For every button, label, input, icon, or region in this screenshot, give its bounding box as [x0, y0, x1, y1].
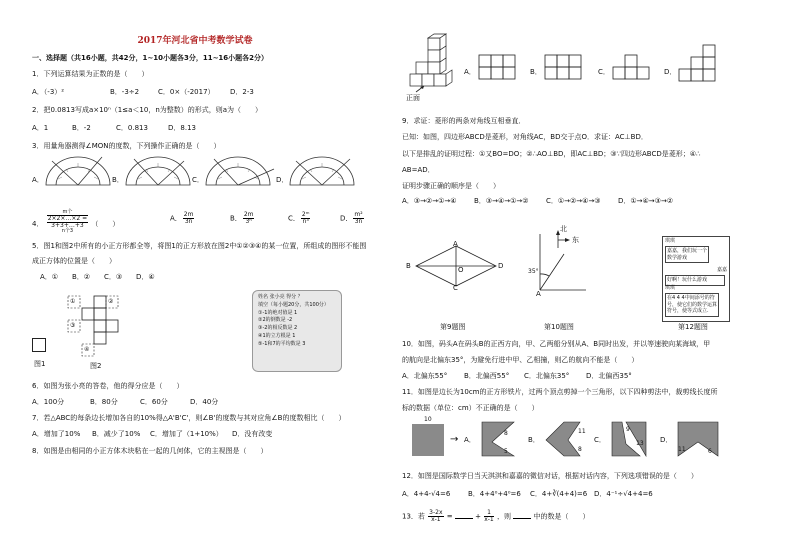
q12-opt-a[interactable]: A．4+4-√4=6: [402, 490, 451, 498]
q3-opt-d[interactable]: D．: [276, 176, 289, 184]
q8-opt-b-figure: [544, 54, 584, 80]
q8-opt-c-figure: [612, 54, 652, 80]
q4-opt-a[interactable]: [170, 212, 195, 225]
q11-opt-b[interactable]: B．: [528, 436, 540, 444]
q5-pos-1: ①: [70, 298, 76, 305]
left-column: [0, 0, 390, 558]
q11-opt-a-figure: [478, 420, 518, 460]
q8-opt-c[interactable]: C．: [598, 68, 610, 76]
q1-stem: 1．下列运算结果为正数的是（ ）: [32, 70, 149, 78]
q3-opt-c[interactable]: C．: [192, 176, 204, 184]
q5-pos-3: ③: [70, 322, 76, 329]
q5-stem-line1: 5．图1和图2中所有的小正方形都全等，将图1的正方形放在图2中①②③④的某一位置，所组成的图形不能围: [32, 242, 367, 250]
q4-opt-b-label: B．: [230, 214, 242, 223]
q13-blank-2[interactable]: [513, 518, 531, 519]
q4-opt-d-num: m²: [354, 211, 363, 218]
q11-opt-d[interactable]: D．: [660, 436, 673, 444]
q4-opt-c-den: n³: [302, 218, 309, 225]
q8-opt-a[interactable]: A．: [464, 68, 476, 76]
q9-opt-a[interactable]: A．③→②→①→④: [402, 197, 457, 205]
q1-opt-c[interactable]: C．0×（-2017）: [158, 88, 215, 96]
right-column: [398, 0, 794, 558]
q2-opt-d[interactable]: D．8.13: [168, 124, 196, 132]
q1-opt-b[interactable]: B．-3÷2: [110, 88, 140, 96]
q2-opt-a[interactable]: A．1: [32, 124, 49, 132]
q13-f2-den: x-1: [484, 516, 494, 523]
q6-card-line-2: ②2的倒数是 -2: [258, 317, 293, 324]
q8-opt-d-figure: [678, 44, 718, 82]
q4-opt-b-num: 2m: [243, 211, 254, 218]
q8-cube-stack: [406, 34, 458, 102]
q1-opt-d[interactable]: D．2-3: [230, 88, 254, 96]
q6-card-line-5: ⑤-1和7的平均数是 3: [258, 340, 306, 347]
q3-stem: 3．用量角器测得∠MON的度数，下列操作正确的是（ ）: [32, 142, 221, 150]
fig9-label-d: D: [498, 262, 504, 270]
fig12-caption: 第12题图: [678, 323, 708, 331]
q4-bottom-n: n个3: [61, 228, 74, 234]
q4-top-n: m个: [47, 210, 88, 216]
q11-a-num2: 5: [504, 448, 508, 455]
q12-opt-c[interactable]: C．4+∛(4+4)=6: [530, 490, 588, 498]
q11-b-num1: 11: [578, 428, 586, 435]
q5-opt-d[interactable]: D．④: [136, 273, 155, 281]
q11-opt-c-figure: [610, 420, 650, 460]
q2-stem: 2．把0.0813写成a×10ⁿ（1≤a＜10，n为整数）的形式，则a为（ ）: [32, 106, 263, 114]
q12-opt-d[interactable]: D．4⁻¹÷√4+4=6: [594, 490, 653, 498]
q6-opt-a[interactable]: A．100分: [32, 398, 65, 406]
q9-order: 证明步骤正确的顺序是（ ）: [402, 182, 500, 190]
fig9-label-b: B: [406, 262, 411, 270]
q5-fig1-caption: 图1: [34, 360, 46, 368]
q9-opt-d[interactable]: D．①→④→③→②: [618, 197, 674, 205]
fig10-east: 东: [572, 236, 579, 244]
q11-opt-c[interactable]: C．: [594, 436, 606, 444]
q13-plus: +: [475, 512, 481, 521]
q6-card-name: 姓名 张小亮 得分 ？: [258, 294, 303, 300]
q4-opt-c-label: C．: [288, 214, 300, 223]
q7-opt-b[interactable]: B．减少了10%: [92, 430, 141, 438]
q3-opt-a[interactable]: A．: [32, 176, 44, 184]
q8-stem: 8．如图是由相同的小正方体木块粘在一起的几何体，它的主视图是（ ）: [32, 447, 268, 455]
q5-stem-line2: 成正方体的位置是（ ）: [32, 257, 116, 265]
q4-opt-b[interactable]: [230, 212, 255, 225]
q13-tail: 中的数是（ ）: [533, 512, 590, 521]
fig9-caption: 第9题图: [440, 323, 466, 331]
q4-opt-d-label: D．: [340, 214, 353, 223]
q11-square-side: 10: [424, 416, 432, 423]
q11-a-num1: 8: [504, 430, 508, 437]
q4-bracket: （ ）: [91, 220, 120, 228]
q11-arrow-icon: →: [450, 434, 459, 445]
fig12-chat: [662, 236, 730, 322]
q12-stem: 12．如图是国际数学日当天淇淇和嘉嘉的微信对话，根据对话内容，下列选项错误的是（ ）: [402, 472, 698, 480]
q10-opt-d[interactable]: D．北偏西35°: [586, 372, 632, 380]
q5-pos-4: ④: [84, 346, 90, 353]
q8-opt-b[interactable]: B．: [530, 68, 542, 76]
q7-opt-a[interactable]: A．增加了10%: [32, 430, 81, 438]
q6-card-line-3: ③-2的相反数是 2: [258, 325, 298, 331]
q6-card-note: 填空（每小题20分，共100分）: [258, 301, 329, 308]
q5-opt-b[interactable]: B．②: [72, 273, 91, 281]
fig12-speaker-3: 琪琪: [665, 285, 676, 291]
fig9-label-a: A: [453, 240, 458, 248]
q11-stem-2: 标的数据（单位：cm）不正确的是（ ）: [402, 404, 539, 412]
fig9-label-c: C: [453, 284, 458, 292]
q10-stem-2: 的航向是北偏东35°，为避免行进中甲、乙相撞，则乙的航向不能是（ ）: [402, 356, 639, 364]
q6-card-line-4: ④1的立方根是 1: [258, 332, 296, 339]
q5-pos-2: ②: [108, 298, 114, 305]
q4-opt-b-den: 3ⁿ: [245, 218, 252, 225]
q11-opt-b-figure: [544, 420, 584, 460]
fig12-speaker-1: 琪琪: [665, 238, 676, 244]
q10-opt-b[interactable]: B．北偏西55°: [464, 372, 510, 380]
q2-opt-b[interactable]: B．-2: [72, 124, 91, 132]
q6-opt-c[interactable]: C．60分: [140, 398, 168, 406]
q13-stem: [402, 510, 589, 523]
q9-steps: 以下是排乱的证明过程：①又BO=DO；②∴AO⊥BD，即AC⊥BD；③∵四边形ABCD是菱形；④∴: [402, 150, 701, 158]
q4-bottom: 3+3+…+3: [51, 222, 84, 229]
protractor-figures: [44, 155, 374, 191]
q11-d-num1: 11: [678, 446, 686, 453]
q6-opt-d[interactable]: D．40分: [190, 398, 219, 406]
q4-number: 4．: [32, 220, 44, 228]
q10-opt-c[interactable]: C．北偏东35°: [524, 372, 570, 380]
q11-b-num2: 8: [578, 446, 582, 453]
q5-opt-c[interactable]: C．③: [104, 273, 123, 281]
q10-stem: 10．如图，码头A在码头B的正西方向，甲、乙两船分别从A、B同时出发，并以等速驶向某海域，甲: [402, 340, 711, 348]
section-heading: 一、选择题（共16小题，共42分，1~10小题各3分，11~16小题各2分）: [32, 54, 269, 62]
q4-opt-a-num: 2m: [183, 211, 194, 218]
q8-opt-a-figure: [478, 54, 518, 80]
q6-stem: 6．如图为张小亮的答卷，他的得分应是（ ）: [32, 382, 184, 390]
q11-stem: 11．如图是边长为10cm的正方形铁片，过两个顶点剪掉一个三角形，以下四种剪法中，裁剪线长度所: [402, 388, 718, 396]
fig12-bubble-3: 在4 4 4中间添号的符号，使它们的数学运算符号，使等式成立.: [665, 293, 719, 317]
q8-front-label: 正面: [406, 94, 420, 102]
fig10-angle: 35°: [528, 268, 539, 275]
q4-opt-a-label: A．: [170, 214, 182, 223]
q11-square: [412, 424, 444, 456]
q13-blank[interactable]: [455, 518, 473, 519]
fig10-north: 北: [560, 225, 567, 233]
page-title: 2017年河北省中考数学试卷: [137, 36, 253, 46]
q11-c-num2: 13: [636, 440, 644, 447]
q6-opt-b[interactable]: B．80分: [90, 398, 118, 406]
fig12-bubble-2: 好啊！玩什么游戏: [665, 275, 725, 286]
q13-then: ，则: [496, 512, 511, 521]
q1-opt-a[interactable]: A．（-3）²: [32, 88, 65, 96]
q13-f1-den: x-1: [431, 516, 441, 523]
q4-opt-a-den: 3n: [184, 218, 193, 225]
fig12-speaker-2: 嘉嘉: [716, 267, 727, 273]
q4-top: 2×2×…×2 =: [47, 215, 88, 222]
q13-f2-num: 1: [484, 510, 494, 517]
fig10-point-a: A: [536, 290, 541, 298]
q10-opt-a[interactable]: A．北偏东55°: [402, 372, 448, 380]
q3-opt-b[interactable]: B．: [112, 176, 124, 184]
q5-fig2-net: [66, 294, 136, 360]
q6-answer-card: [252, 290, 342, 372]
q13-eq: =: [446, 512, 453, 521]
q5-opt-a[interactable]: A．①: [40, 273, 59, 281]
q4-opt-c[interactable]: [288, 212, 311, 225]
q4-opt-d-den: 3n: [354, 218, 363, 225]
q6-card-line-1: ①-1的绝对值是 1: [258, 309, 298, 316]
q4-main-fraction: [47, 210, 88, 234]
q8-opt-d[interactable]: D．: [664, 68, 677, 76]
q12-opt-b[interactable]: B．4+4⁰+4⁰=6: [468, 490, 521, 498]
q7-stem: 7．若△ABC的每条边长增加各自的10%得△A'B'C'，则∠B'的度数与其对应角∠B的度数相比（ ）: [32, 414, 346, 422]
q9-stem: 9．求证：菱形的两条对角线互相垂直．: [402, 117, 526, 125]
q13-lead: 13．若: [402, 512, 425, 521]
q11-opt-a[interactable]: A．: [464, 436, 476, 444]
q11-c-num1: 9: [626, 426, 630, 433]
fig9-label-o: O: [458, 266, 464, 274]
q7-opt-d[interactable]: D．没有改变: [232, 430, 273, 438]
q11-d-num2: 6: [708, 448, 712, 455]
q4-opt-d[interactable]: [340, 212, 365, 225]
fig12-bubble-1: 嘉嘉，我们玩一个数学游戏: [665, 246, 709, 263]
q11-opt-d-figure: [674, 420, 724, 460]
q5-fig2-caption: 图2: [90, 362, 102, 370]
q4-stem: [32, 209, 120, 236]
q9-steps-2: AB=AD．: [402, 166, 435, 174]
q9-opt-c[interactable]: C．①→②→④→③: [546, 197, 601, 205]
q7-opt-c[interactable]: C．增加了（1+10%）: [150, 430, 223, 438]
q2-opt-c[interactable]: C．0.813: [116, 124, 148, 132]
fig10-caption: 第10题图: [544, 323, 574, 331]
q9-given: 已知：如图，四边形ABCD是菱形，对角线AC，BD交于点O．求证：AC⊥BD．: [402, 133, 648, 141]
q5-fig1-square: [32, 338, 46, 352]
q9-opt-b[interactable]: B．③→④→①→②: [474, 197, 529, 205]
q4-opt-c-num: 2ᵐ: [301, 211, 310, 218]
q13-f1-num: 3-2x: [429, 509, 443, 516]
